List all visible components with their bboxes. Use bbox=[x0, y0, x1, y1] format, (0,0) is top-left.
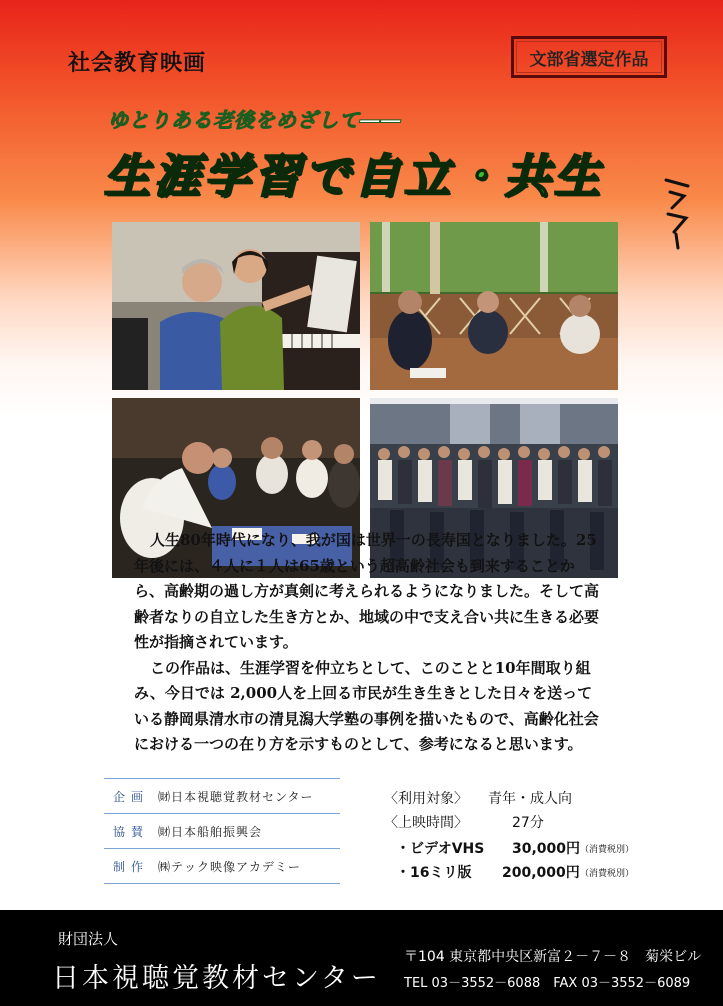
footer-organization: 日本視聴覚教材センター bbox=[52, 963, 381, 994]
footer-bar bbox=[0, 910, 723, 1006]
description bbox=[134, 528, 604, 758]
price-value: 30,000円 bbox=[512, 841, 581, 857]
credit-role: 協賛 bbox=[112, 824, 149, 839]
price-value: 200,000円 bbox=[502, 865, 580, 881]
selection-badge: 文部省選定作品 bbox=[511, 36, 667, 78]
audience-label: 〈利用対象〉 bbox=[384, 791, 468, 807]
credit-row-production bbox=[104, 848, 340, 884]
price-note: （消費税別） bbox=[580, 869, 635, 879]
audience-value: 青年・成人向 bbox=[488, 791, 572, 807]
photo-gazebo-gathering bbox=[370, 222, 618, 390]
credit-row-sponsor bbox=[104, 813, 340, 848]
category-label: 社会教育映画 bbox=[68, 51, 207, 76]
handwritten-note bbox=[662, 172, 692, 252]
credit-role: 企画 bbox=[112, 789, 149, 804]
credit-role: 制作 bbox=[112, 859, 149, 874]
price-note: （消費税別） bbox=[580, 845, 635, 855]
description-paragraph-2: この作品は、生涯学習を仲立ちとして、このことと10年間取り組み、今日では 2,000人を上回る市民が生き生きとした日々を送っている静岡県清水市の清見潟大学塾の事例を描いたもので、高齢化社会における一つの在り方を示すものとして、参考になると思います。 bbox=[134, 658, 599, 753]
footer-phone: TEL 03－3552－6088 FAX 03－3552－6089 bbox=[404, 976, 691, 991]
price-format: ・16ミリ版 bbox=[396, 865, 472, 881]
credits-list bbox=[104, 778, 340, 884]
credit-org: ㈱テック映像アカデミー bbox=[158, 859, 301, 874]
price-format: ・ビデオVHS bbox=[396, 841, 485, 857]
runtime-value: 27分 bbox=[512, 815, 544, 831]
description-paragraph-1: 人生80年時代になり、我が国は世界一の長寿国となりました。25年後には、４人に１人は65歳という超高齢社会も到来することから、高齢期の過し方が真剣に考えられるようになりました。そして高齢者なりの自立した生き方とか、地域の中で支え合い共に生きる必要性が指摘されています。 bbox=[134, 531, 600, 651]
runtime-label: 〈上映時間〉 bbox=[384, 815, 468, 831]
credit-org: ㈶日本船舶振興会 bbox=[158, 824, 263, 839]
subtitle: ゆとりある老後をめざして―― bbox=[108, 108, 402, 132]
main-title: 生涯学習で自立・共生 bbox=[104, 149, 604, 203]
credit-row-planning bbox=[104, 778, 340, 813]
photo-piano-lesson bbox=[112, 222, 360, 390]
credit-org: ㈶日本視聴覚教材センター bbox=[158, 789, 314, 804]
footer-address: 〒104 東京都中央区新富２－７－８ 菊栄ビル bbox=[404, 949, 702, 965]
footer-label: 財団法人 bbox=[58, 930, 119, 948]
